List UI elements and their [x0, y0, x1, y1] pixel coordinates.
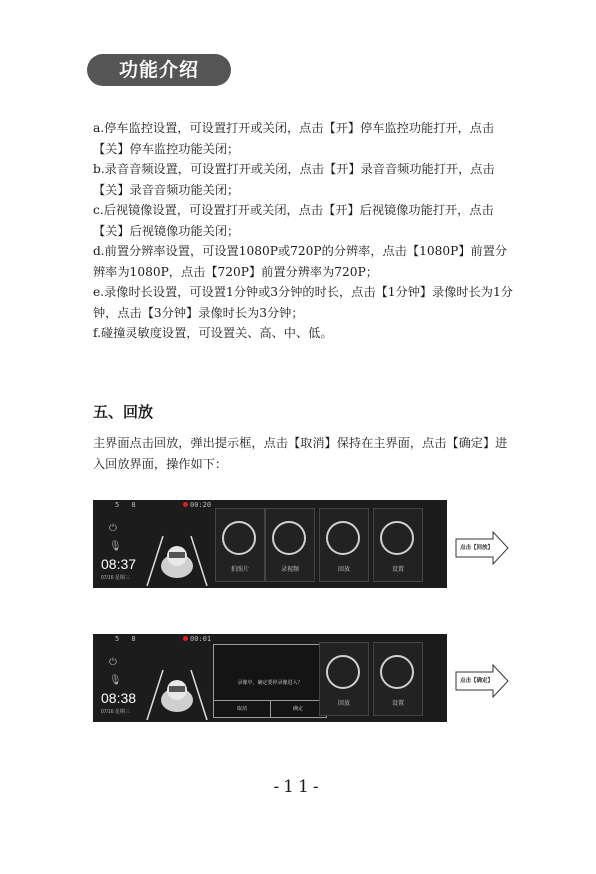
- tile-playback[interactable]: [319, 508, 369, 582]
- intro-item-e: e.录像时长设置，可设置1分钟或3分钟的时长，点击【1分钟】录像时长为1分钟，点击【3分钟】录像时长为3分钟；: [93, 285, 513, 320]
- signal-indicator: 5 8: [115, 635, 140, 643]
- intro-item-b: b.录音音频设置，可设置打开或关闭，点击【开】录音音频功能打开，点击【关】录音音频功能关闭；: [93, 162, 495, 197]
- tile-settings-label: 设置: [391, 700, 404, 707]
- tile-settings[interactable]: [373, 642, 423, 716]
- car-illustration-icon: [145, 654, 209, 720]
- rec-dot-icon: [183, 636, 188, 641]
- tile-photo[interactable]: [215, 508, 265, 582]
- callout-playback-text: 点击【回放】: [460, 545, 494, 551]
- rec-time: 00:01: [190, 635, 212, 643]
- recording-indicator: [183, 635, 211, 643]
- device-screen-dialog: [93, 634, 447, 722]
- tile-playback-label: 回放: [337, 700, 350, 707]
- tile-video[interactable]: [265, 508, 315, 582]
- rec-dot-icon: [183, 502, 188, 507]
- tile-video-label: 录视频: [280, 566, 299, 573]
- device-screen-main: [93, 500, 447, 588]
- gear-icon: [380, 655, 414, 689]
- car-illustration-icon: [145, 520, 209, 586]
- power-icon[interactable]: ⏻: [109, 657, 117, 668]
- rec-time: 00:20: [190, 501, 212, 509]
- side-icons: [109, 654, 123, 690]
- tile-settings-label: 设置: [391, 566, 404, 573]
- tile-playback[interactable]: [319, 642, 369, 716]
- side-icons: [109, 520, 123, 556]
- tile-photo-label: 拍照片: [230, 566, 249, 573]
- power-icon[interactable]: ⏻: [109, 523, 117, 534]
- dialog-message: 录像中，确定要停录像进入？: [237, 680, 303, 686]
- callout-playback: [455, 531, 509, 569]
- signal-indicator: 5 8: [115, 501, 140, 509]
- tile-playback-label: 回放: [337, 566, 350, 573]
- page-title: 功能介绍: [87, 54, 231, 86]
- refresh-icon: [326, 521, 360, 555]
- callout-confirm: [455, 664, 509, 702]
- recording-indicator: [183, 501, 211, 509]
- refresh-icon: [326, 655, 360, 689]
- section-body: 主界面点击回放，弹出提示框，点击【取消】保持在主界面，点击【确定】进入回放界面，操作如下：: [93, 436, 508, 471]
- tile-settings[interactable]: [373, 508, 423, 582]
- gear-icon: [380, 521, 414, 555]
- mic-off-icon[interactable]: 🎙: [109, 541, 122, 552]
- page-number: -11-: [273, 777, 323, 797]
- clock-date: 07/16 星期三: [101, 709, 130, 715]
- camera-icon: [222, 521, 256, 555]
- intro-item-a: a.停车监控设置，可设置打开或关闭，点击【开】停车监控功能打开，点击【关】停车监控功能关闭；: [93, 121, 495, 156]
- dialog-ok-button[interactable]: 确定: [270, 700, 326, 717]
- section-heading: 五、回放: [93, 403, 154, 421]
- clock-time: 08:38: [101, 690, 137, 706]
- mic-off-icon[interactable]: 🎙: [109, 675, 122, 686]
- intro-item-f: f.碰撞灵敏度设置，可设置关、高、中、低。: [93, 326, 333, 340]
- callout-confirm-text: 点击【确定】: [460, 678, 494, 684]
- clock-time: 08:37: [101, 556, 137, 572]
- intro-item-d: d.前置分辨率设置，可设置1080P或720P的分辨率，点击【1080P】前置分辨率为1080P，点击【720P】前置分辨率为720P；: [93, 244, 508, 279]
- clock-date: 07/16 星期三: [101, 575, 130, 581]
- video-icon: [272, 521, 306, 555]
- confirm-dialog: [213, 644, 327, 718]
- intro-item-c: c.后视镜像设置，可设置打开或关闭，点击【开】后视镜像功能打开，点击【关】后视镜像功能关闭；: [93, 203, 494, 238]
- dialog-cancel-button[interactable]: 取消: [214, 700, 271, 717]
